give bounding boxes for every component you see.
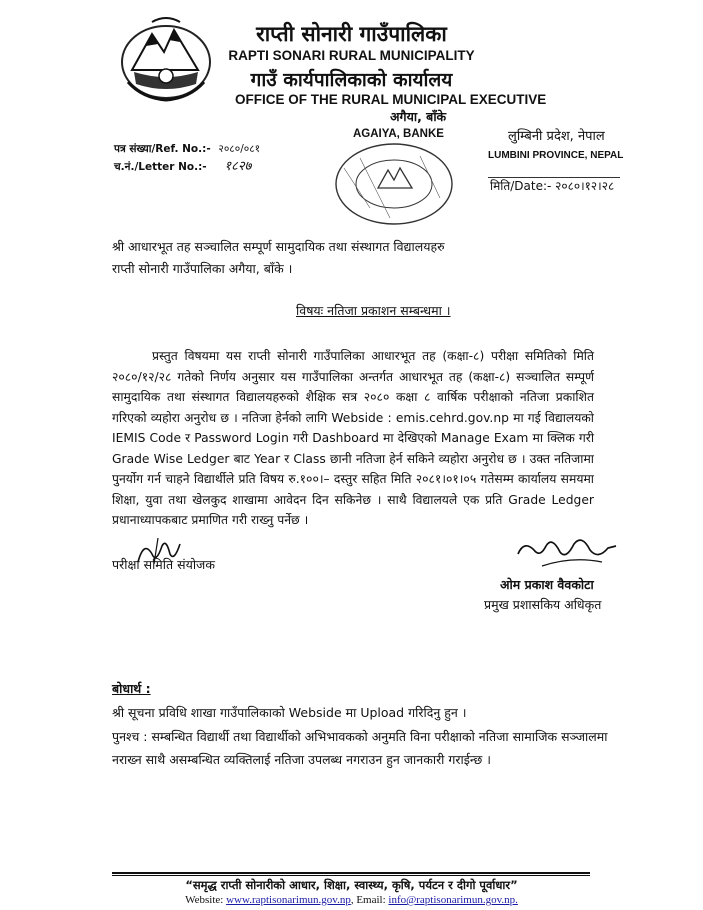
- website-label: Website:: [185, 894, 224, 906]
- footer-contact: Website: www.raptisonarimun.gov.np, Email: info@raptisonarimun.gov.np.: [185, 894, 518, 906]
- place-np: अगैया, बाँके: [390, 109, 447, 124]
- letter-value: १८२७: [224, 159, 252, 174]
- exam-committee-coordinator: परीक्षा समिति संयोजक: [112, 557, 215, 572]
- cao-name: ओम प्रकाश वैवकोटा: [500, 577, 594, 592]
- footer-rule: [112, 872, 590, 874]
- letter-number-row: [114, 158, 251, 177]
- cc-line-1: श्री सूचना प्रविधि शाखा गाउँपालिकाको Webside मा Upload गरिदिनु हुन ।: [112, 705, 467, 720]
- footer-slogan: “समृद्ध राप्ती सोनारीको आधार, शिक्षा, स्वास्थ्य, कृषि, पर्यटन र दीगो पूर्वाधार”: [185, 878, 518, 892]
- cc-line-2: पुनश्च : सम्बन्धित विद्यार्थी तथा विद्यार्थीको अभिभावकको अनुमति विना परीक्षाको नतिजा सामाजिक सञ्जालमा: [112, 729, 608, 744]
- cao-title: प्रमुख प्रशासकिय अधिकृत: [484, 597, 602, 612]
- date-value: २०८०।१२।२८: [555, 179, 615, 193]
- date-label: मिति/Date:-: [490, 179, 552, 193]
- body-paragraph: प्रस्तुत विषयमा यस राप्ती सोनारी गाउँपालिका आधारभूत तह (कक्षा-८) परीक्षा समितिको मिति २०८०/१२/२८ गतेको निर्णय अनुसार यस गाउँपालिका अन्तर्गत आधारभूत तह (कक्षा-८) सञ्चालित सम्पूर्ण सामुदायिक तथा संस्थागत विद्यालयहरुको शैक्षिक सत्र २०८० कक्षा ८ वार्षिक परीक्षाको नतिजा प्रकाशित गरिएको व्यहोरा अनुरोध छ । नतिजा हेर्नको लागि Webside : emis.cehrd.gov.np मा गई विद्यालयको IEMIS Code र Password Login गरी Dashboard मा देखिएको Manage Exam मा क्लिक गरी Grade Wise Ledger बाट Year र Class छानी नतिजा हेर्न सकिने व्यहोरा अनुरोध छ । उक्त नतिजामा पुनर्योग गर्न चाहने विद्यार्थीले प्रति विषय रु.१००।– दस्तुर सहित मिति २०८१।०१।०५ गतेसम्म कार्यालय समयमा शिक्षा, युवा तथा खेलकुद शाखामा आवेदन दिन सकिनेछ । साथै विद्यालयले एक प्रति Grade Ledger प्रधानाध्यापकबाट प्रमाणित गरी राख्नु पर्नेछ ।: [112, 349, 594, 527]
- municipality-name-np: राप्ती सोनारी गाउँपालिका: [256, 22, 447, 46]
- email-label: Email:: [356, 894, 386, 906]
- province-np: लुम्बिनी प्रदेश, नेपाल: [508, 129, 605, 144]
- municipality-name-en: RAPTI SONARI RURAL MUNICIPALITY: [228, 48, 475, 63]
- place-en: AGAIYA, BANKE: [353, 128, 444, 140]
- recipient-line-1: श्री आधारभूत तह सञ्चालित सम्पूर्ण सामुदायिक तथा संस्थागत विद्यालयहरु: [112, 239, 445, 254]
- office-seal-stamp: [330, 138, 458, 230]
- website-link[interactable]: www.raptisonarimun.gov.np: [226, 894, 351, 906]
- province-en: LUMBINI PROVINCE, NEPAL: [488, 150, 624, 161]
- ref-number-row: [114, 142, 260, 157]
- footer-rule-thin: [112, 875, 590, 876]
- cc-line-3: नराख्न साथै असम्बन्धित व्यक्तिलाई नतिजा उपलब्ध नगराउन हुन जानकारी गराईन्छ ।: [112, 752, 491, 767]
- email-link[interactable]: info@raptisonarimun.gov.np.: [388, 894, 518, 906]
- recipient-line-2: राप्ती सोनारी गाउँपालिका अगैया, बाँके ।: [112, 261, 293, 276]
- date-row: [490, 178, 614, 195]
- letter-label: च.नं./Letter No.:-: [114, 161, 207, 173]
- right-signature: [512, 526, 622, 580]
- ref-value: २०८०/०८१: [218, 143, 261, 155]
- subject-line: विषयः नतिजा प्रकाशन सम्बन्धमा ।: [296, 303, 451, 318]
- letter-body: [112, 346, 594, 531]
- cc-heading: बोधार्थ :: [112, 681, 151, 696]
- office-name-en: OFFICE OF THE RURAL MUNICIPAL EXECUTIVE: [235, 92, 547, 107]
- ref-label: पत्र संख्या/Ref. No.:-: [114, 143, 211, 155]
- office-name-np: गाउँ कार्यपालिकाको कार्यालय: [250, 69, 453, 91]
